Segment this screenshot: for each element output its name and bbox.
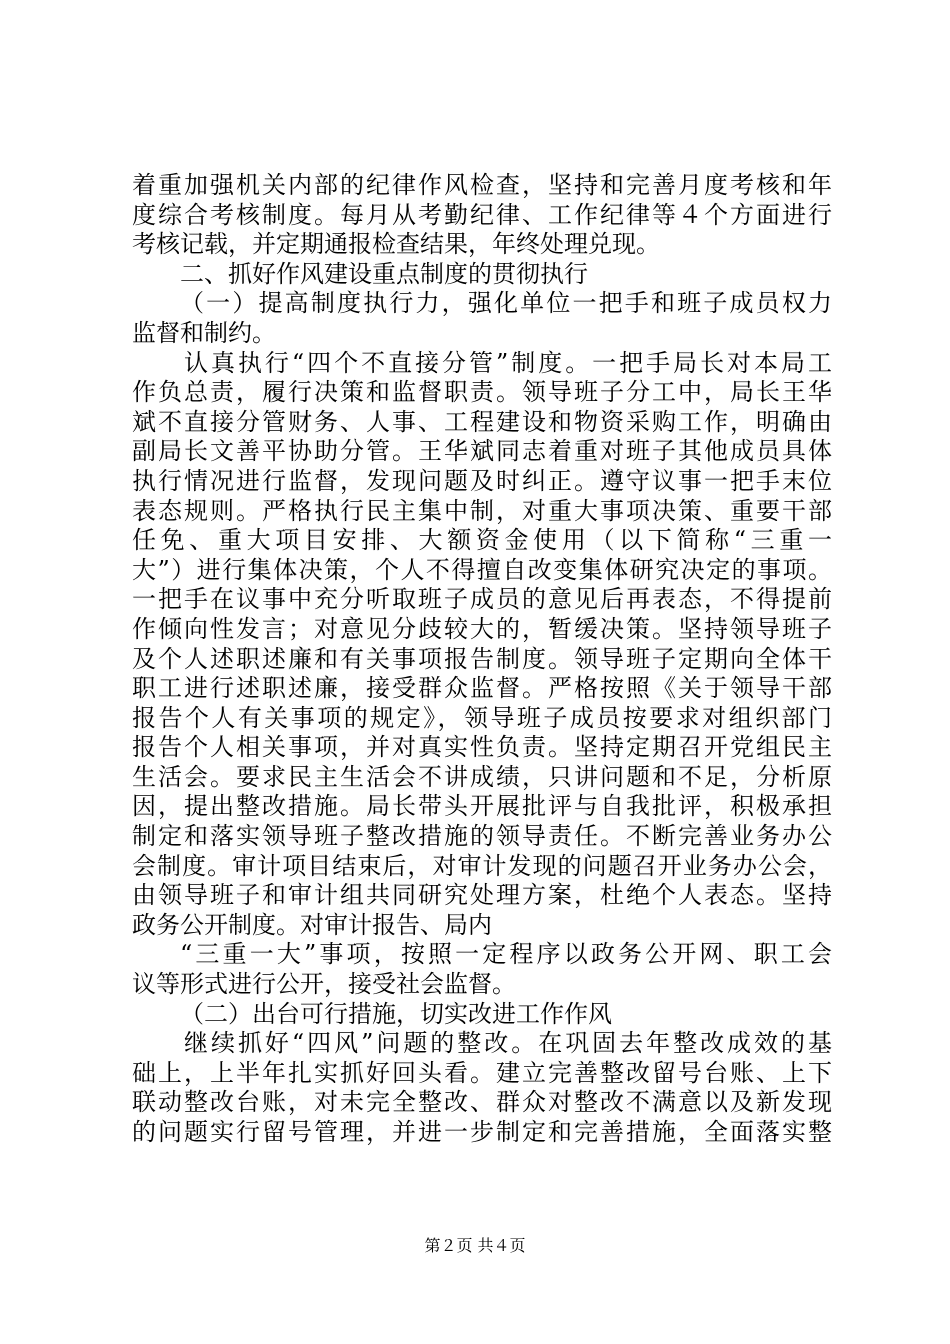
text-line: 因，提出整改措施。局长带头开展批评与自我批评，积极承担 [132,792,832,821]
text-line: 报告个人有关事项的规定》，领导班子成员按要求对组织部门 [132,703,832,732]
text-line: 表态规则。严格执行民主集中制，对重大事项决策、重要干部 [132,496,832,525]
text-line: 一把手在议事中充分听取班子成员的意见后再表态，不得提前 [132,585,832,614]
page-number-footer: 第２页 共４页 [424,1236,526,1255]
text-line: 大”）进行集体决策，个人不得擅自改变集体研究决定的事项。 [132,555,832,584]
text-line: 制定和落实领导班子整改措施的领导责任。不断完善业务办公 [132,822,832,851]
text-line: 作负总责，履行决策和监督职责。领导班子分工中，局长王华 [132,378,832,407]
text-line: 执行情况进行监督，发现问题及时纠正。遵守议事一把手末位 [132,466,832,495]
text-line: 础上，上半年扎实抓好回头看。建立完善整改留号台账、上下 [132,1058,832,1087]
text-line: 联动整改台账，对未完全整改、群众对整改不满意以及新发现 [132,1088,832,1117]
subsection-heading: （一）提高制度执行力，强化单位一把手和班子成员权力 [180,289,832,318]
text-line: 职工进行述职述廉，接受群众监督。严格按照《关于领导干部 [132,674,832,703]
text-line: 着重加强机关内部的纪律作风检查，坚持和完善月度考核和年 [132,171,832,199]
subsection-heading: （二）出台可行措施，切实改进工作作风 [180,999,612,1028]
text-line: 副局长文善平协助分管。王华斌同志着重对班子其他成员具体 [132,437,832,466]
text-line: 生活会。要求民主生活会不讲成绩，只讲问题和不足，分析原 [132,762,832,791]
text-line: 度综合考核制度。每月从考勤纪律、工作纪律等４个方面进行 [132,200,832,229]
paragraph-first-line: “三重一大”事项，按照一定程序以政务公开网、职工会 [180,940,832,969]
paragraph-first-line: 继续抓好“四风”问题的整改。在巩固去年整改成效的基 [184,1029,832,1058]
text-line: 作倾向性发言；对意见分歧较大的，暂缓决策。坚持领导班子 [132,614,832,643]
text-line: 监督和制约。 [132,318,276,347]
text-line: 政务公开制度。对审计报告、局内 [132,910,492,939]
text-line: 任免、重大项目安排、大额资金使用（以下简称“三重一 [132,526,832,555]
section-heading: 二、抓好作风建设重点制度的贯彻执行 [180,259,588,288]
body-text [132,171,832,1148]
paragraph-first-line: 认真执行“四个不直接分管”制度。一把手局长对本局工 [184,348,832,377]
text-line: 的问题实行留号管理，并进一步制定和完善措施，全面落实整 [132,1118,832,1146]
text-line: 斌不直接分管财务、人事、工程建设和物资采购工作，明确由 [132,407,832,436]
text-line: 及个人述职述廉和有关事项报告制度。领导班子定期向全体干 [132,644,832,673]
text-line: 考核记载，并定期通报检查结果，年终处理兑现。 [132,230,660,259]
text-line: 会制度。审计项目结束后，对审计发现的问题召开业务办公会， [132,851,832,880]
text-line: 由领导班子和审计组共同研究处理方案，杜绝个人表态。坚持 [132,881,832,910]
text-line: 议等形式进行公开，接受社会监督。 [132,970,516,999]
text-line: 报告个人相关事项，并对真实性负责。坚持定期召开党组民主 [132,733,832,762]
